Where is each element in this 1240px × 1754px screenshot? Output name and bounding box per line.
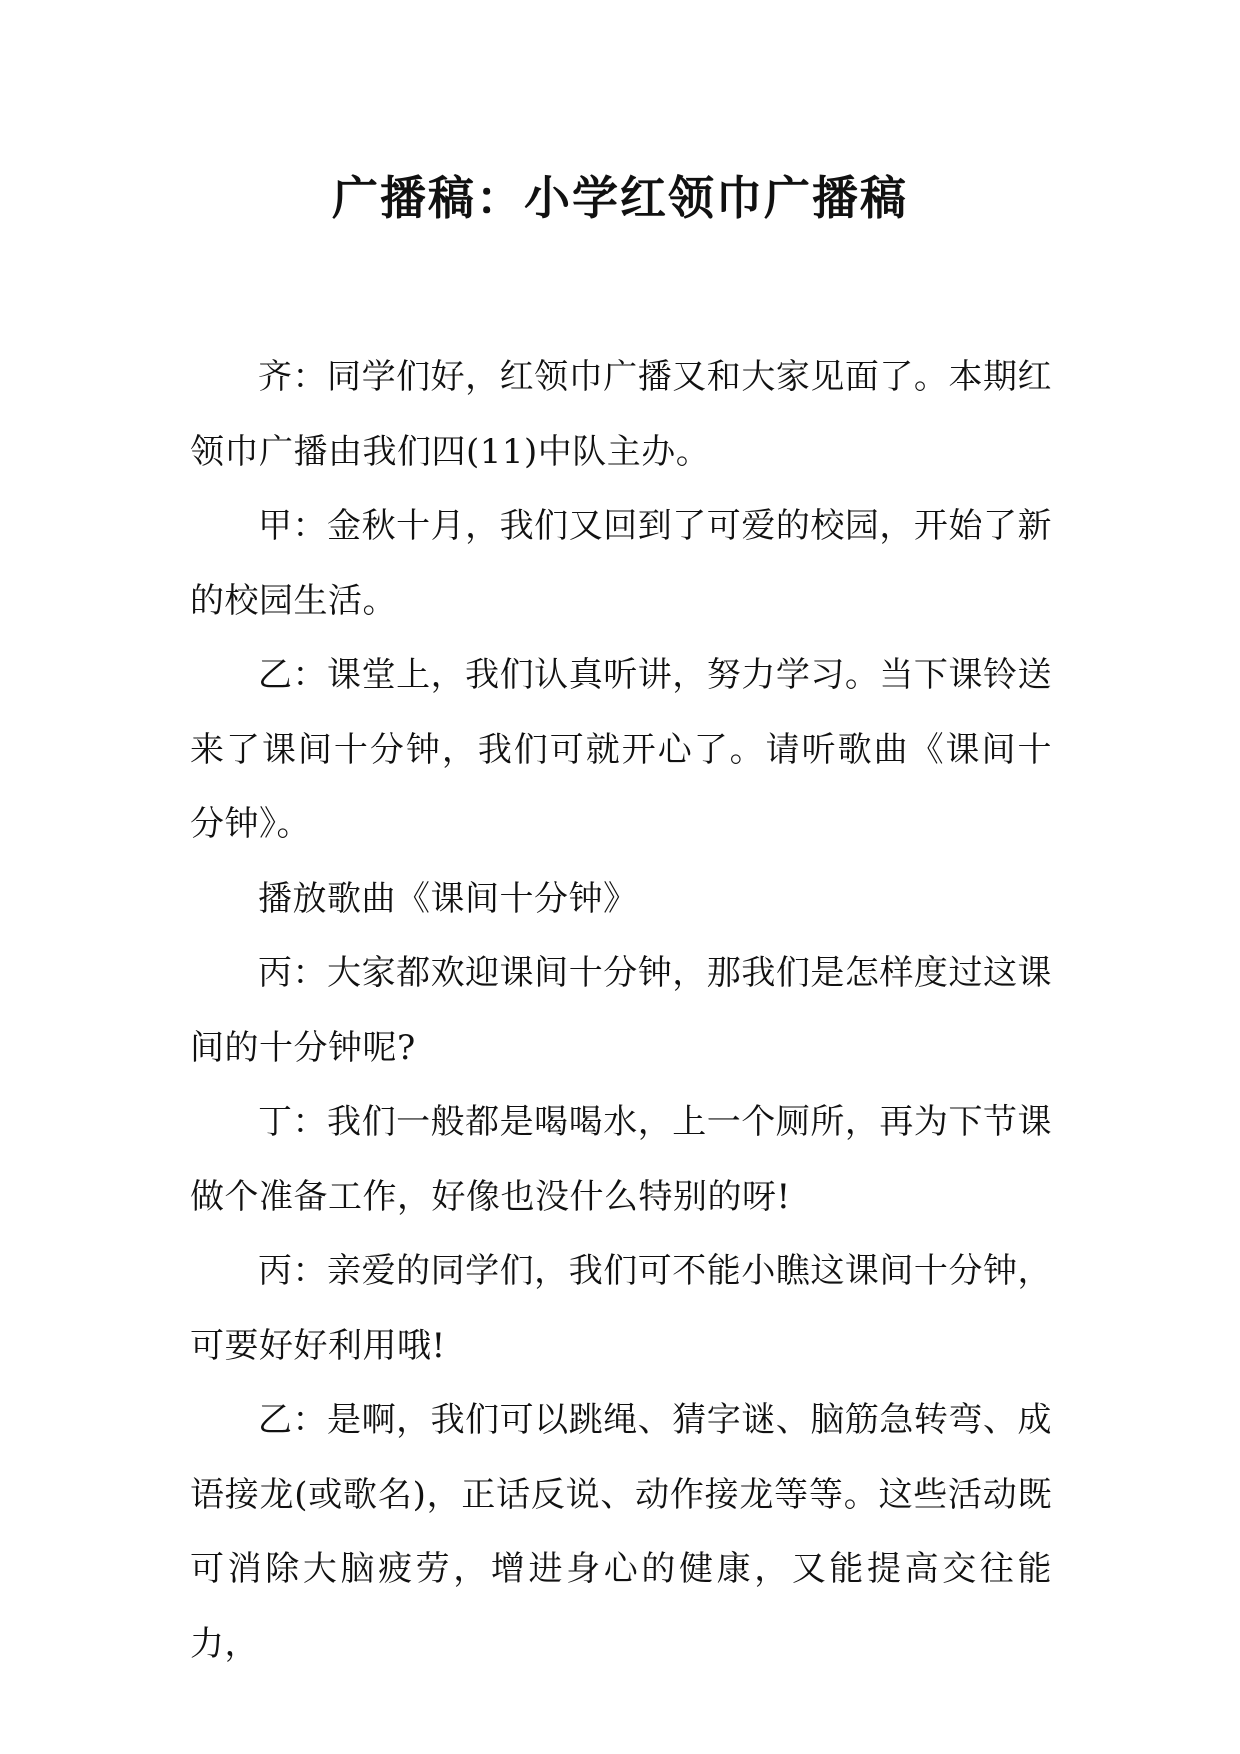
paragraph-8: 乙：是啊，我们可以跳绳、猜字谜、脑筋急转弯、成语接龙(或歌名)，正话反说、动作接龙等等。这些活动既可消除大脑疲劳，增进身心的健康，又能提高交往能力，: [190, 1400, 1052, 1664]
paragraph-7: 丙：亲爱的同学们，我们可不能小瞧这课间十分钟，可要好好利用哦!: [190, 1251, 1052, 1366]
paragraph-5: 丙：大家都欢迎课间十分钟，那我们是怎样度过这课间的十分钟呢?: [190, 953, 1052, 1068]
paragraph-3: 乙：课堂上，我们认真听讲，努力学习。当下课铃送来了课间十分钟，我们可就开心了。请听歌曲《课间十分钟》。: [190, 655, 1052, 844]
paragraph-2: 甲：金秋十月，我们又回到了可爱的校园，开始了新的校园生活。: [190, 506, 1052, 621]
paragraph-6: 丁：我们一般都是喝喝水，上一个厕所，再为下节课做个准备工作，好像也没什么特别的呀!: [190, 1102, 1052, 1217]
document-body: [190, 340, 1052, 1681]
paragraph-4: 播放歌曲《课间十分钟》: [258, 878, 638, 919]
paragraph-1: 齐：同学们好，红领巾广播又和大家见面了。本期红领巾广播由我们四(11)中队主办。: [190, 357, 1052, 472]
document-title: 广播稿：小学红领巾广播稿: [332, 171, 908, 225]
